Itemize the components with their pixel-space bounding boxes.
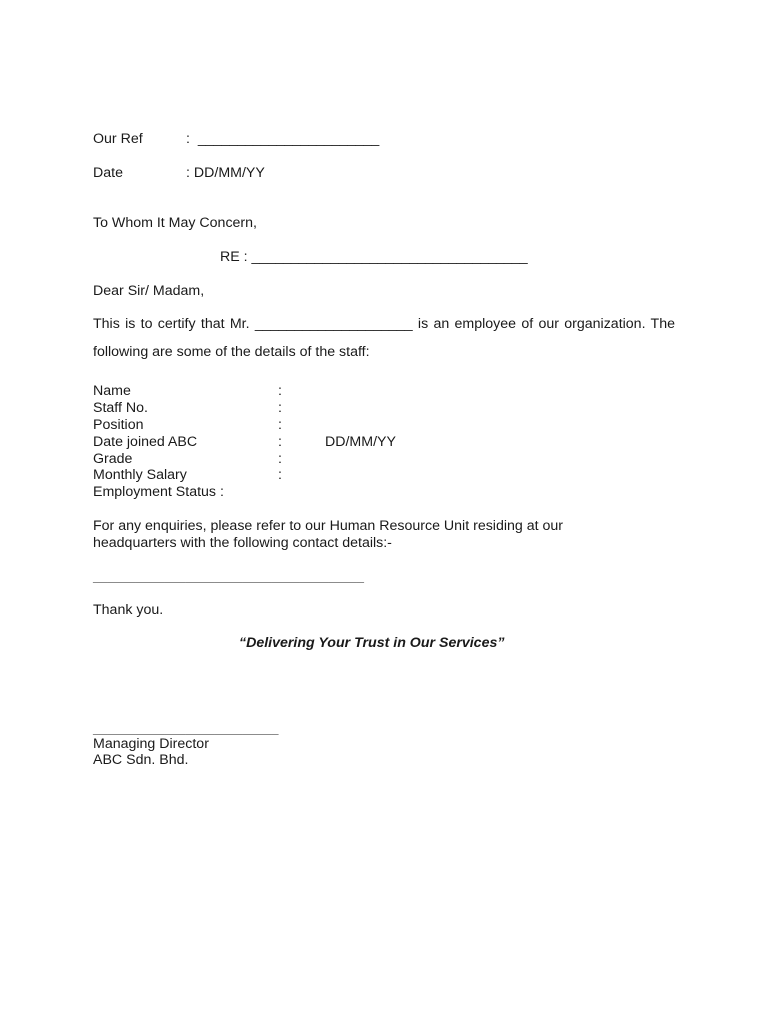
date-label: Date — [93, 165, 123, 181]
our-ref-value: : _______________________ — [186, 131, 380, 147]
detail-label-date-joined: Date joined ABC — [93, 434, 198, 450]
detail-label-grade: Grade — [93, 451, 133, 467]
detail-sep-position: : — [278, 417, 282, 433]
company-name: ABC Sdn. Bhd. — [93, 752, 189, 768]
detail-sep-monthly-salary: : — [278, 467, 282, 483]
signature-rule: __________________________ — [93, 721, 279, 736]
body-paragraph: This is to certify that Mr. ____________________ is an employee of our organization. The following are some of the details of the staff: — [93, 316, 675, 360]
detail-label-monthly-salary: Monthly Salary — [93, 467, 187, 483]
detail-sep-grade: : — [278, 451, 282, 467]
detail-value-date-joined: DD/MM/YY — [325, 434, 396, 450]
greeting: Dear Sir/ Madam, — [93, 283, 205, 299]
detail-label-employment-status: Employment Status : — [93, 484, 224, 500]
our-ref-label: Our Ref — [93, 131, 143, 147]
salutation-to: To Whom It May Concern, — [93, 215, 257, 231]
detail-label-position: Position — [93, 417, 144, 433]
contact-details-rule: ______________________________________ — [93, 569, 364, 584]
signatory-title: Managing Director — [93, 736, 209, 752]
enquiry-line-2: headquarters with the following contact details:- — [93, 535, 392, 551]
enquiry-line-1: For any enquiries, please refer to our Human Resource Unit residing at our — [93, 518, 563, 534]
company-motto: “Delivering Your Trust in Our Services” — [239, 635, 505, 651]
detail-sep-staff-no: : — [278, 400, 282, 416]
detail-sep-date-joined: : — [278, 434, 282, 450]
re-line: RE : ___________________________________ — [220, 249, 528, 265]
detail-sep-name: : — [278, 383, 282, 399]
detail-label-name: Name — [93, 383, 131, 399]
detail-label-staff-no: Staff No. — [93, 400, 148, 416]
thank-you: Thank you. — [93, 602, 164, 618]
date-value: : DD/MM/YY — [186, 165, 265, 181]
